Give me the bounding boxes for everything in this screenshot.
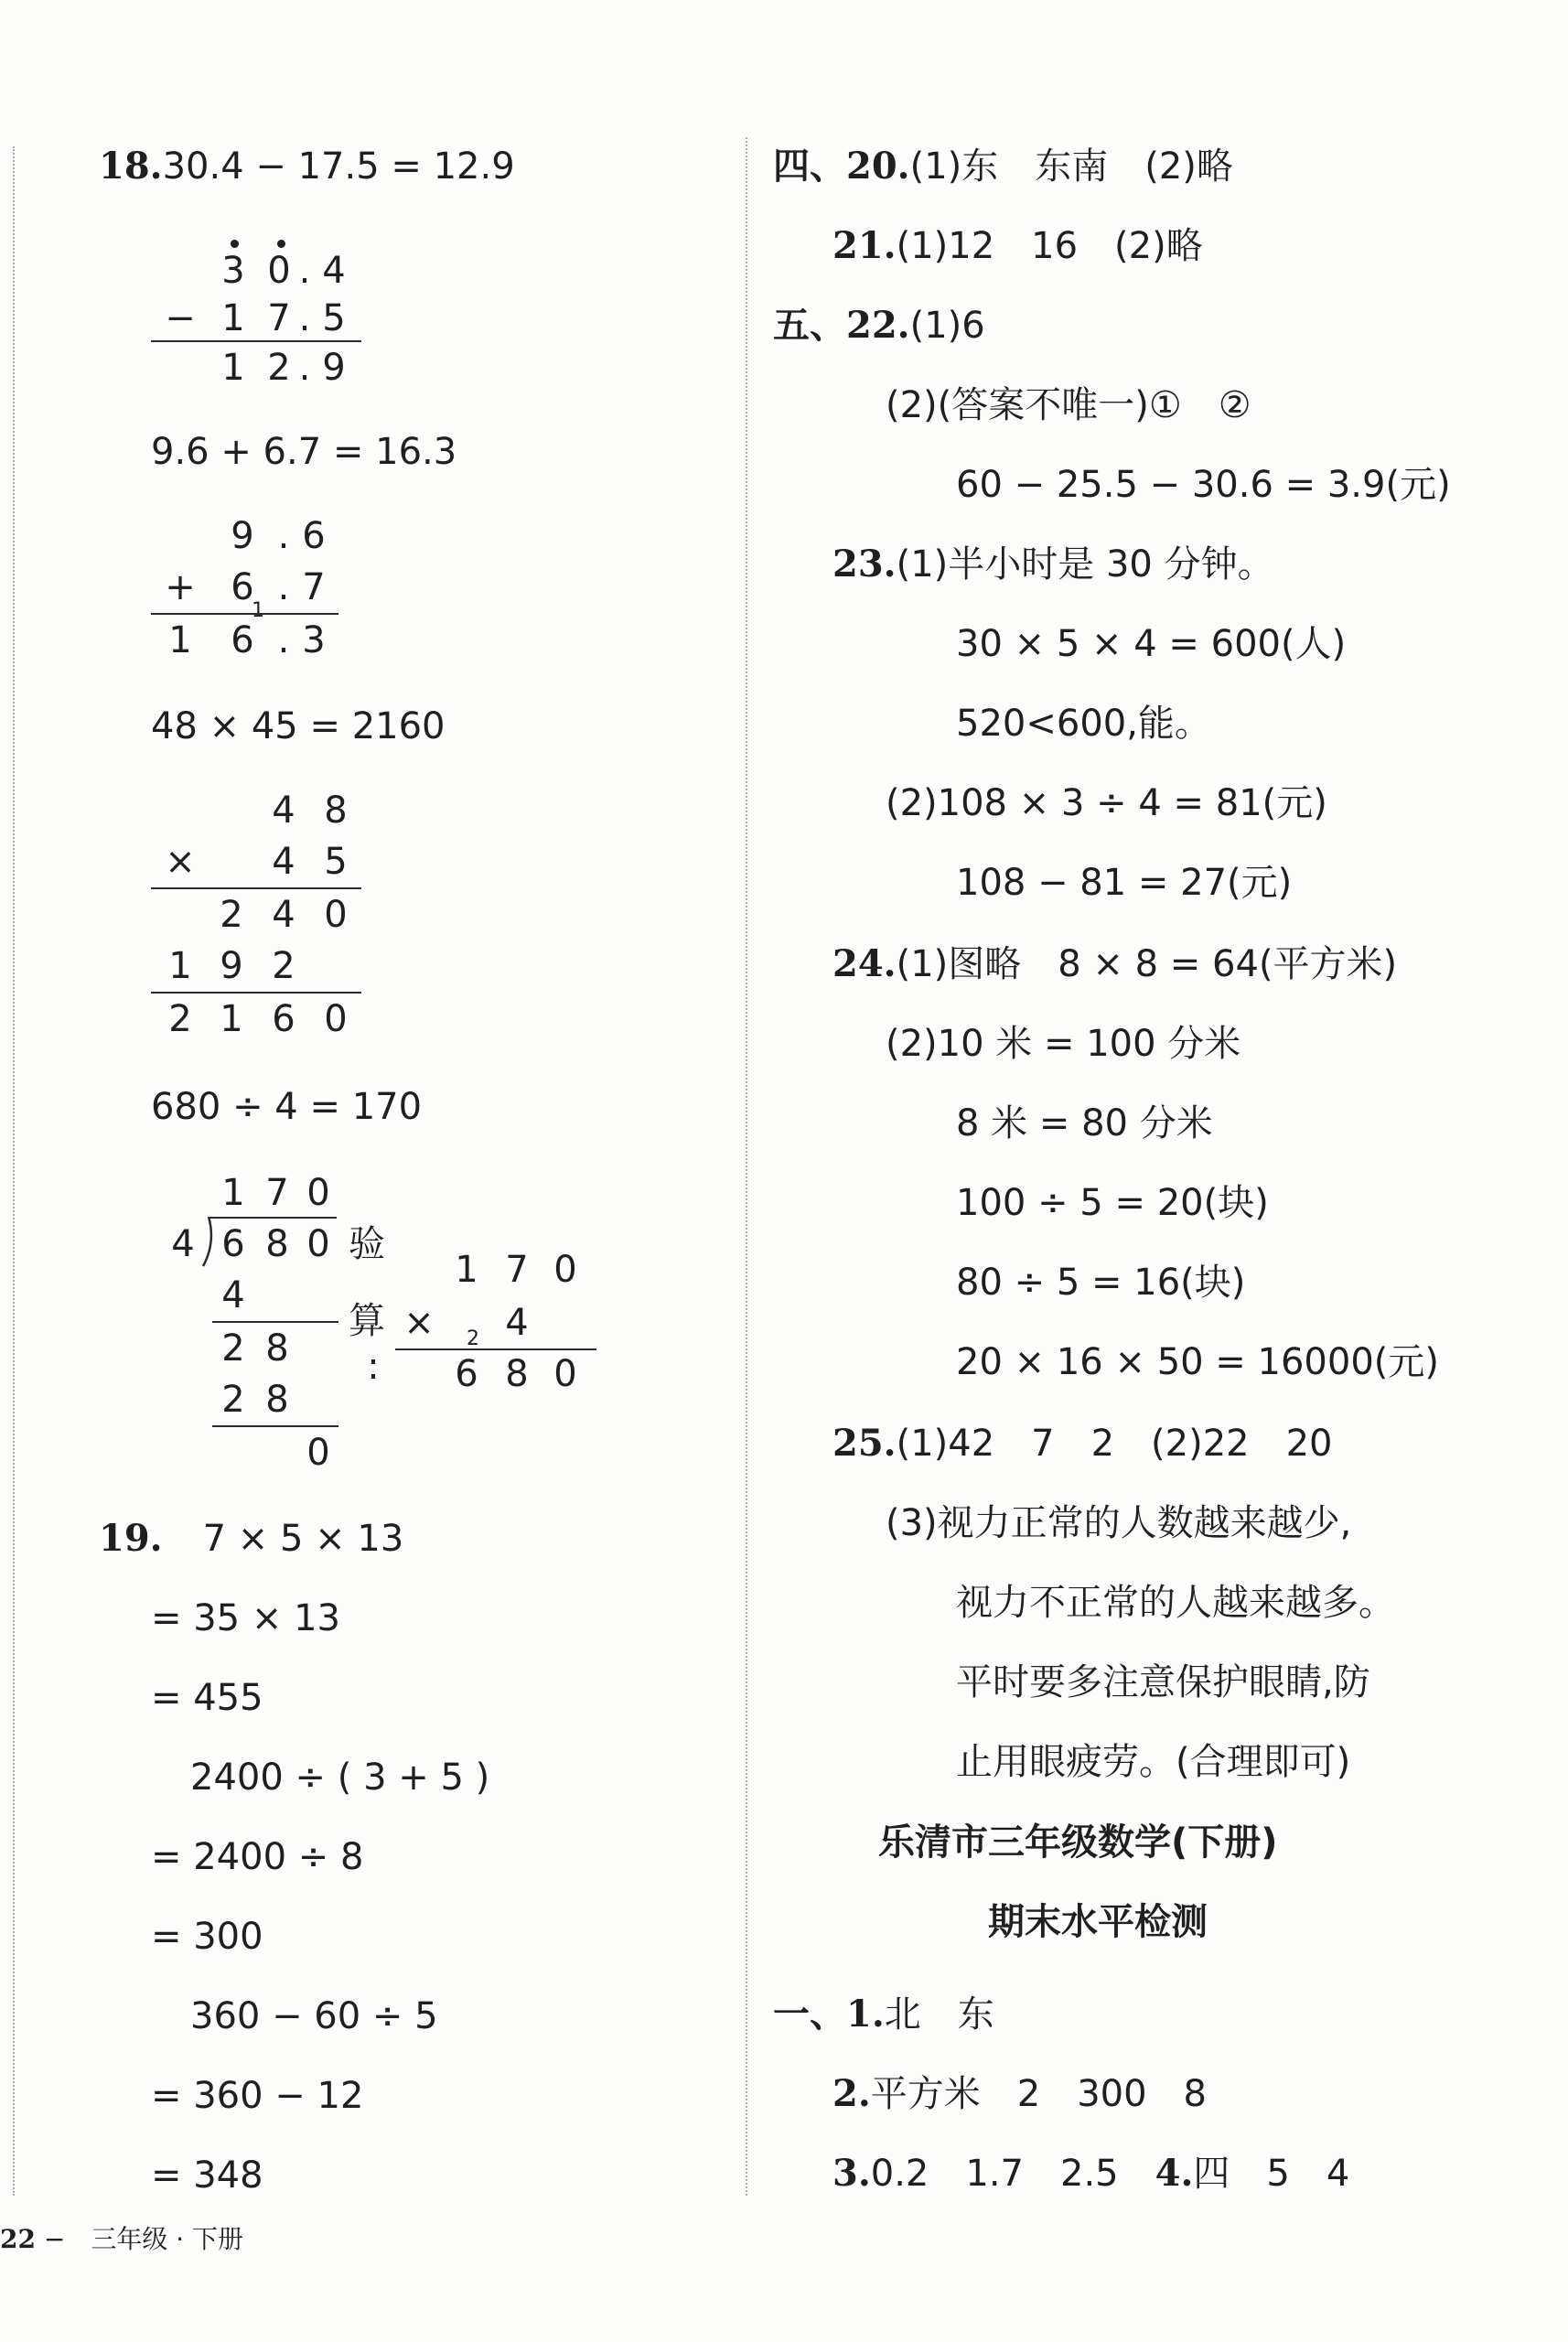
digit: 0 [306,1432,330,1474]
question-number: 24. [832,942,897,985]
verify-label: : [367,1346,380,1388]
digit: . [298,297,311,339]
digit: 4 [171,1223,195,1265]
digit: 1 [455,1249,478,1291]
question-number: 19. [99,1517,163,1560]
digit: 8 [265,1379,289,1421]
operator: × [165,841,196,883]
digit: 0 [324,998,348,1040]
question-number: 25. [832,1422,897,1465]
answer-line-24-5: 80 ÷ 5 = 16(块) [956,1262,1246,1304]
answer-line-1 [773,1993,994,2036]
question-number: 22. [846,304,910,347]
q19-line-8: = 360 − 12 [151,2075,364,2117]
equation-text: 7 × 5 × 13 [202,1518,404,1560]
digit: . [277,566,290,608]
question-number: 4. [1155,2152,1194,2195]
borrow-dot [231,240,239,248]
digit: 1 [221,1172,245,1214]
digit: 6 [455,1353,478,1395]
verify-label: 验 [349,1223,385,1265]
digit: 2 [221,1327,245,1370]
operator: × [403,1302,435,1344]
digit: 4 [272,841,295,883]
answer-line-24-3: 8 米 = 80 分米 [956,1102,1213,1144]
section-subheading: 期末水平检测 [988,1901,1208,1943]
answer-text: 平方米 2 300 8 [870,2073,1208,2115]
section-label: 一、 [773,1993,846,2036]
q19-line-1 [99,1517,403,1561]
digit: 4 [505,1302,529,1344]
digit: 0 [324,894,348,936]
digit: 6 [221,1223,245,1265]
answer-text: 北 东 [884,1993,994,2036]
multiplication-vertical [151,789,371,1054]
calc-line [212,1425,338,1427]
digit: . [298,347,311,389]
answer-text: 0.2 1.7 2.5 [870,2153,1155,2195]
digit: 1 [221,347,245,389]
digit: 4 [272,790,295,832]
digit: 3 [302,619,326,661]
digit: 9 [231,515,254,557]
page-number: 22 [0,2224,36,2254]
borrow-dot [277,240,285,248]
digit: 7 [265,1172,289,1214]
digit: . [277,619,290,661]
digit: 0 [267,250,291,292]
digit: 2 [221,1379,245,1421]
operator: + [165,566,196,608]
answer-text: 四 5 4 [1193,2153,1350,2195]
left-margin-rule [13,146,15,2196]
q19-line-3: = 455 [151,1677,263,1719]
carry-digit: 2 [467,1327,479,1350]
digit: 8 [265,1223,289,1265]
answer-line-24-2: (2)10 米 = 100 分米 [886,1023,1241,1065]
digit: 1 [168,619,192,661]
digit: 8 [265,1327,289,1370]
digit: . [277,515,290,557]
answer-line-23-3: 520<600,能。 [956,703,1211,745]
digit: 0 [553,1353,577,1395]
q19-line-5: = 2400 ÷ 8 [151,1836,364,1878]
answer-line-22-3: 60 − 25.5 − 30.6 = 3.9(元) [956,464,1451,506]
digit: . [298,250,311,292]
answer-line-23-2: 30 × 5 × 4 = 600(人) [956,623,1347,665]
section-label: 五、 [773,304,846,347]
answer-line-23-4: (2)108 × 3 ÷ 4 = 81(元) [886,782,1327,824]
answer-line-22-2: (2)(答案不唯一)① ② [886,384,1251,426]
question-number: 2. [832,2072,871,2115]
q19-line-2: = 35 × 13 [151,1597,340,1639]
digit: 5 [324,841,348,883]
digit: 1 [168,945,192,987]
answer-line-25 [832,1422,1333,1466]
q18-equation-3: 48 × 45 = 2160 [151,705,446,747]
answer-text: (1)12 16 (2)略 [896,225,1203,267]
answer-text: (1)图略 8 × 8 = 64(平方米) [896,943,1398,985]
answer-line-22 [773,304,985,348]
footer-label: 三年级 · 下册 [91,2224,244,2254]
calc-line [212,1321,338,1323]
question-number: 1. [846,1993,885,2036]
digit: 3 [221,250,245,292]
digit: 4 [221,1274,245,1316]
digit: 1 [220,998,243,1040]
q19-line-4: 2400 ÷ ( 3 + 5 ) [190,1756,490,1799]
carry-digit: 1 [252,599,264,622]
digit: 6 [231,566,254,608]
calc-line [151,613,338,615]
question-number: 18. [99,145,163,188]
answer-text: (1)半小时是 30 分钟。 [896,543,1274,586]
digit: 9 [220,945,243,987]
q19-line-7: 360 − 60 ÷ 5 [190,1995,438,2037]
q19-line-6: = 300 [151,1916,263,1958]
digit: 4 [322,250,346,292]
answer-text: (1)东 东南 (2)略 [909,145,1233,188]
section-label: 四、 [773,145,846,188]
answer-line-23 [832,543,1274,586]
section-heading: 乐清市三年级数学(下册) [878,1821,1278,1864]
calc-line [395,1348,596,1350]
answer-text: (1)6 [909,305,985,347]
answer-line-25-3: 视力不正常的人越来越多。 [956,1582,1395,1624]
question-number: 23. [832,543,897,586]
digit: 0 [306,1172,330,1214]
answer-line-24-6: 20 × 16 × 50 = 16000(元) [956,1341,1439,1383]
digit: 0 [553,1249,577,1291]
long-division [165,1171,622,1482]
question-number: 21. [832,224,897,267]
calc-line [151,992,361,994]
digit: 5 [322,297,346,339]
addition-vertical [151,514,371,670]
digit: 6 [231,619,254,661]
column-divider [746,137,747,2196]
digit: 2 [267,347,291,389]
digit: 6 [302,515,326,557]
digit: 8 [505,1353,529,1395]
footer-dash: − [43,2224,66,2254]
question-number: 3. [832,2152,871,2195]
digit: 6 [272,998,295,1040]
subtraction-vertical [151,240,371,395]
q18-equation-2: 9.6 + 6.7 = 16.3 [151,431,457,473]
q19-line-9: = 348 [151,2154,263,2197]
answer-line-3-4 [832,2152,1349,2196]
digit: 1 [221,297,245,339]
page-footer [0,2219,243,2256]
answer-line-23-5: 108 − 81 = 27(元) [956,862,1293,904]
calc-line [151,887,361,889]
digit: 2 [272,945,295,987]
division-bar [209,1217,337,1219]
answer-line-25-5: 止用眼疲劳。(合理即可) [956,1741,1351,1783]
digit: 0 [306,1223,330,1265]
digit: 7 [505,1249,529,1291]
operator: − [165,297,196,339]
calc-line [151,340,361,342]
q18-equation-4: 680 ÷ 4 = 170 [151,1086,423,1128]
digit: 8 [324,790,348,832]
question-number: 20. [846,145,910,188]
digit: 4 [272,894,295,936]
digit: 2 [220,894,243,936]
digit: 9 [322,347,346,389]
answer-line-25-4: 平时要多注意保护眼睛,防 [956,1661,1370,1703]
q18-equation-1 [99,145,515,188]
answer-line-25-2: (3)视力正常的人数越来越少, [886,1502,1352,1544]
answer-line-2 [832,2072,1207,2116]
digit: 2 [168,998,192,1040]
answer-line-24 [832,942,1397,986]
answer-line-24-4: 100 ÷ 5 = 20(块) [956,1182,1269,1224]
answer-text: (1)42 7 2 (2)22 20 [896,1423,1333,1465]
digit: 7 [267,297,291,339]
answer-line-20 [773,145,1233,188]
digit: 7 [302,566,326,608]
equation-text: 30.4 − 17.5 = 12.9 [162,145,515,188]
answer-line-21 [832,224,1203,268]
verify-label: 算 [349,1300,385,1342]
